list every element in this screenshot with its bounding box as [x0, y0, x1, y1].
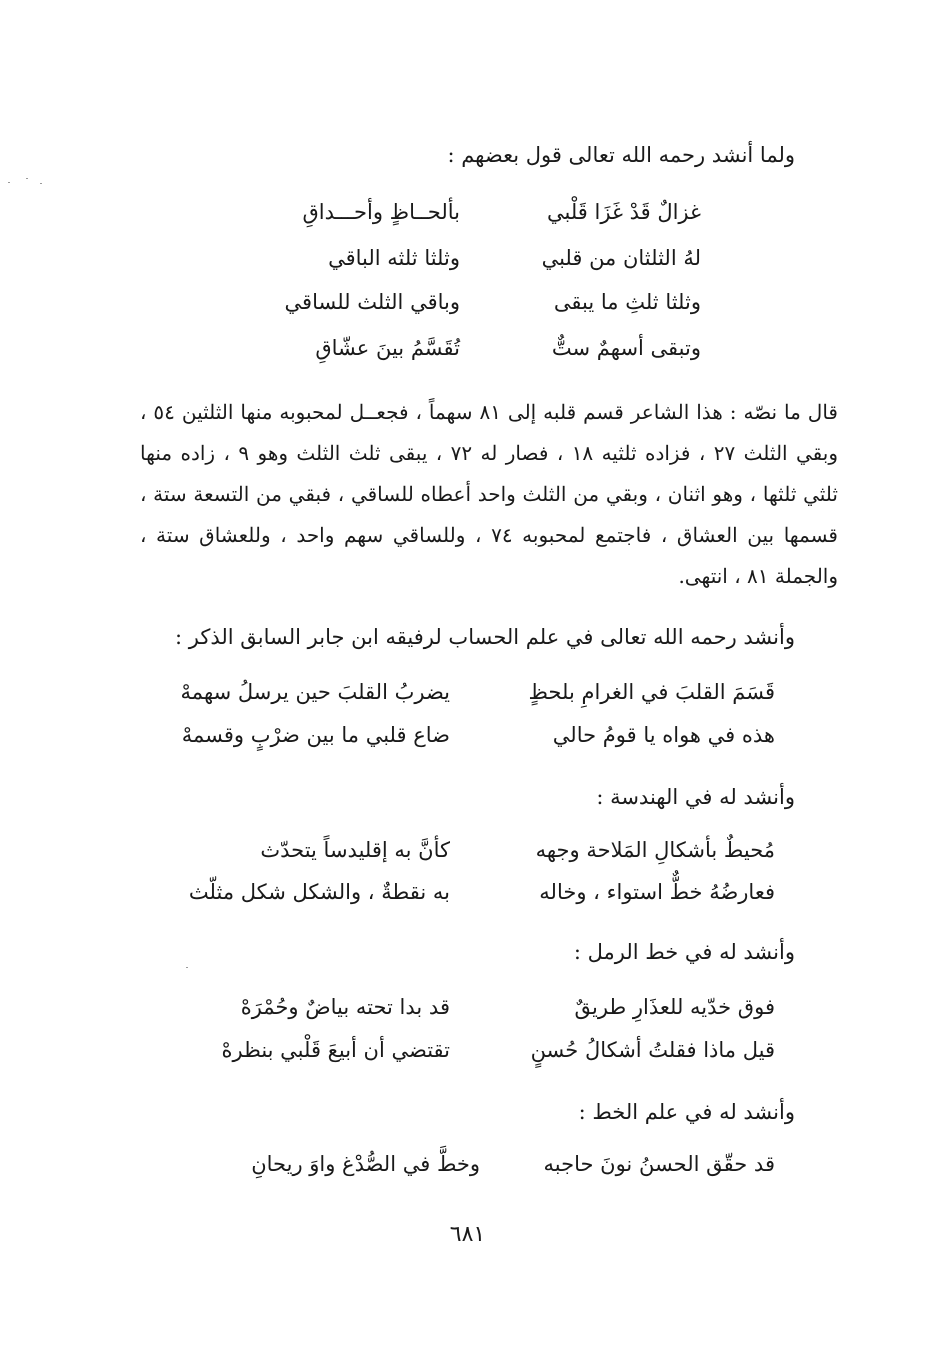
- intro-line-4: وأنشد له في خط الرمل :: [573, 940, 795, 964]
- verse-3-1-right: مُحيطٌ بأشكالِ المَلاحة وجهه: [535, 838, 775, 862]
- verse-2-2-left: ضاع قلبي ما بين ضرْبٍ وقسمهْ: [181, 723, 450, 747]
- page-number: ٦٨١: [449, 1222, 486, 1247]
- scan-speck: [186, 967, 188, 968]
- verse-3-1-left: كأنَّ به إقليدساً يتحدّث: [260, 838, 450, 862]
- verse-1-3-left: وباقي الثلث للساقي: [284, 290, 460, 314]
- verse-1-2-left: وثلثا ثلثه الباقي: [328, 246, 460, 270]
- verse-1-4-left: تُقَسَّمُ بينَ عشّاقِ: [315, 336, 460, 360]
- verse-1-3-right: وثلثا ثلثِ ما يبقى: [553, 290, 701, 314]
- verse-2-1-left: يضربُ القلبَ حين يرسلُ سهمهْ: [180, 680, 450, 704]
- verse-4-1-right: فوق خدّيه للعذَارِ طريقٌ: [574, 995, 775, 1019]
- commentary-paragraph: [140, 392, 838, 597]
- verse-1-2-right: لهُ الثلثان من قلبي: [541, 246, 701, 270]
- intro-line-1: ولما أنشد رحمه الله تعالى قول بعضهم :: [447, 143, 795, 167]
- commentary-text: قال ما نصّه : هذا الشاعر قسم قلبه إلى ٨١ سهماً ، فجعــل لمحبوبه منها الثلثين ٥٤ ، وبقي الثلث ٢٧ ، فزاده ثلثيه ١٨ ، فصار له ٧٢ ، يبقى ثلث الثلث وهو ٩ ، زاده منها ثلثي ثلثها ، وهو اثنان ، وبقي من الثلث واحد أعطاه للساقي ، فبقي من التسعة ستة ، قسمها بين العشاق ، فاجتمع لمحبوبه ٧٤ ، وللساقي سهم واحد ، وللعشاق ستة ، والجملة ٨١ ، انتهى.: [140, 400, 839, 588]
- verse-4-2-right: قيل ماذا فقلتُ أشكالُ حُسنٍ: [530, 1038, 775, 1062]
- verse-5-1-right: قد حقّق الحسنُ نونَ حاجبه: [543, 1152, 775, 1176]
- verse-2-1-right: قَسَمَ القلبَ في الغرامِ بلحظٍ: [528, 680, 775, 704]
- verse-2-2-right: هذه في هواه يا قومُ حالي: [552, 723, 775, 747]
- intro-line-3: وأنشد له في الهندسة :: [596, 785, 795, 809]
- scan-speck: [26, 178, 28, 179]
- verse-1-1-left: بألحــاظٍ وأحـــداقِ: [302, 200, 460, 224]
- scan-speck: [40, 183, 42, 184]
- scan-speck: [8, 182, 10, 183]
- verse-4-2-left: تقتضي أن أبيعَ قَلْبي بنظرهْ: [221, 1038, 450, 1062]
- verse-1-1-right: غزالٌ قَدْ غَزَا قَلْبي: [547, 200, 701, 224]
- verse-4-1-left: قد بدا تحته بياضٌ وحُمْرَهْ: [240, 995, 450, 1019]
- verse-3-2-right: فعارضُهُ خطٌّ استواء ، وخاله: [539, 880, 775, 904]
- verse-5-1-left: وخطَّ في الصُّدْغ واوَ ريحانِ: [251, 1152, 480, 1176]
- intro-line-5: وأنشد له في علم الخط :: [578, 1100, 795, 1124]
- verse-3-2-left: به نقطةٌ ، والشكل شكل مثلّث: [188, 880, 450, 904]
- verse-1-4-right: وتبقى أسهمٌ ستٌّ: [551, 336, 701, 360]
- intro-line-2: وأنشد رحمه الله تعالى في علم الحساب لرفيقه ابن جابر السابق الذكر :: [175, 625, 795, 649]
